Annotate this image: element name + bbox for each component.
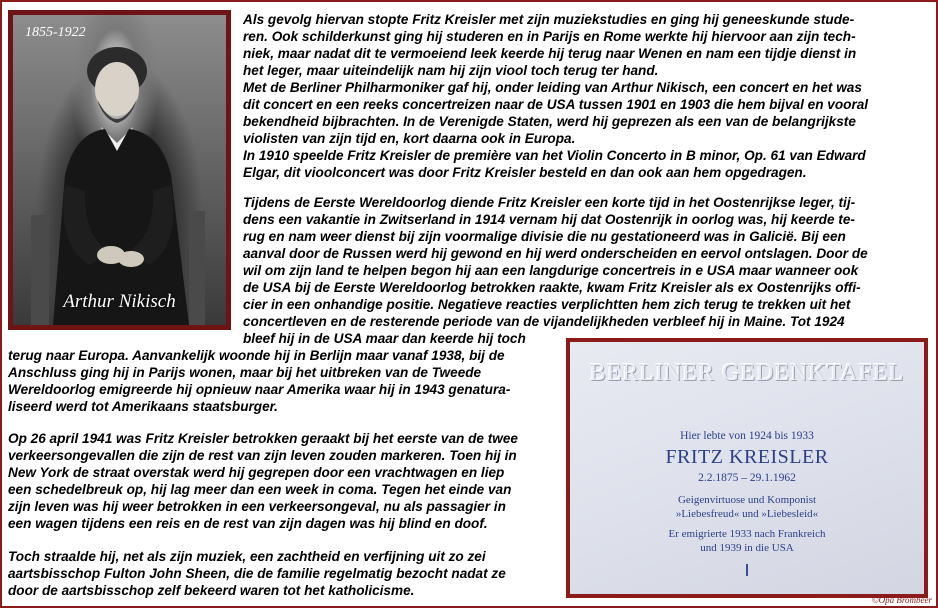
paragraph-continued-a [243, 330, 563, 347]
text-line: Met de Berliner Philharmoniker gaf hij, onder leiding van Arthur Nikisch, een concert en het was [243, 80, 862, 95]
text-line: bleef hij in de USA maar dan keerde hij toch [243, 331, 526, 346]
text-line: New York de straat overstak werd hij gegrepen door een vrachtwagen en liep [8, 465, 505, 480]
portrait-caption: Arthur Nikisch [63, 291, 176, 312]
text-line: Tijdens de Eerste Wereldoorlog diende Fritz Kreisler een korte tijd in het Oostenrijkse leger, tij- [243, 195, 856, 210]
text-line: cier in een onhandige positie. Negatieve reacties verplichtten hem zich terug te trekken uit het [243, 297, 851, 312]
plaque-emigrated-1: Er emigrierte 1933 nach Frankreich [668, 528, 826, 540]
paragraph-top [243, 11, 923, 181]
plaque-lived: Hier lebte von 1924 bis 1933 [680, 430, 814, 442]
text-line: aartsbisschop Fulton John Sheen, die de familie regelmatig bezocht nadat ze [8, 566, 506, 581]
text-line: Elgar, dit vioolconcert was door Fritz Kreisler besteld en dan ook aan hem opgedragen. [243, 165, 807, 180]
text-line: niek, maar nadat dit te vermoeiend leek keerde hij terug naar Wenen en nam een tijdje dienst in [243, 46, 857, 61]
text-line: een wagen tijdens een reis en de rest van zijn dagen was hij blind en doof. [8, 516, 488, 531]
portrait-photo [13, 15, 226, 325]
text-line: verkeersongevallen die zijn de rest van zijn leven zouden markeren. Toen hij in [8, 448, 517, 463]
text-line: dens een vakantie in Zwitserland in 1914 vernam hij dat Oostenrijk in oorlog was, hij keerde te- [243, 212, 855, 227]
paragraph-closing [8, 548, 563, 599]
text-line: liseerd werd tot Amerikaans staatsburger. [8, 399, 278, 414]
portrait-years: 1855-1922 [25, 25, 86, 40]
text-line: Anschluss ging hij in Parijs wonen, maar bij het uitbreken van de Tweede [8, 365, 482, 380]
text-line: concertleven en de resterende periode van de vijandelijkheden verbleef hij in Maine. Tot 1924 [243, 314, 845, 329]
paragraph-middle [243, 194, 925, 330]
text-line: Toch straalde hij, net als zijn muziek, een zachtheid en verfijning uit zo zei [8, 549, 486, 564]
text-line: een schedelbreuk op, hij lag meer dan een week in coma. Tegen het einde van [8, 482, 512, 497]
plaque-role-2: »Liebesfreud« und »Liebesleid« [675, 508, 819, 520]
text-line: bekendheid bijbrachten. In de Verenigde Staten, werd hij geprezen als een van de belangrijkste [243, 114, 856, 129]
text-line: Als gevolg hiervan stopte Fritz Kreisler met zijn muziekstudies en ging hij geneeskunde stude- [243, 12, 855, 27]
plaque-dates: 2.2.1875 – 29.1.1962 [698, 472, 796, 484]
memorial-plaque [570, 342, 924, 594]
text-line: ren. Ook schilderkunst ging hij studeren en in Parijs en Rome werkte hij hiervoor aan zijn tech- [243, 29, 856, 44]
text-line: terug naar Europa. Aanvankelijk woonde hij in Berlijn maar vanaf 1938, bij de [8, 348, 505, 363]
plaque-frame [566, 338, 928, 598]
paragraph-continued-b [8, 347, 563, 415]
text-line: het leger, maar uiteindelijk nam hij zijn viool toch terug ter hand. [243, 63, 659, 78]
plaque-heading: BERLINER GEDENKTAFEL [589, 360, 905, 386]
plaque-emigrated-2: und 1939 in die USA [700, 542, 794, 554]
portrait-figure [13, 15, 226, 325]
portrait-frame [8, 10, 231, 330]
text-line: de USA bij de Eerste Wereldoorlog betrokken raakte, kwam Fritz Kreisler als ex Oostenrijks offi- [243, 280, 861, 295]
plaque-divider [746, 564, 748, 576]
text-line: violisten van zijn tijd en, kort daarna ook in Europa. [243, 131, 576, 146]
text-line: zijn leven was hij weer betrokken in een verkeersongeval, nu als passagier in [8, 499, 506, 514]
text-line: In 1910 speelde Fritz Kreisler de première van het Violin Concerto in B minor, Op. 61 van Edward [243, 148, 866, 163]
text-line: rug en nam weer dienst bij zijn voormalige divisie die nu gestationeerd was in Galicië. Bij een [243, 229, 846, 244]
text-line: aanval door de Russen werd hij gewond en hij werd onderscheiden en eervol ontslagen. Door de [243, 246, 868, 261]
watermark: ©Opa Brombeer [871, 595, 932, 605]
paragraph-bottom [8, 430, 563, 532]
text-line: Op 26 april 1941 was Fritz Kreisler betrokken geraakt bij het eerste van de twee [8, 431, 518, 446]
plaque-name: FRITZ KREISLER [665, 446, 829, 468]
plaque-role-1: Geigenvirtuose und Komponist [677, 494, 817, 506]
text-line: wil om zijn land te helpen begon hij aan een langdurige concertreis in e USA maar wanneer ook [243, 263, 859, 278]
text-line: dit concert en een reeks concertreizen naar de USA tussen 1901 en 1903 die hem bijval en vooral [243, 97, 869, 112]
text-line: Wereldoorlog emigreerde hij opnieuw naar Amerika waar hij in 1943 genatura- [8, 382, 511, 397]
text-line: door de aartsbisschop zelf bekeerd waren tot het katholicisme. [8, 583, 415, 598]
